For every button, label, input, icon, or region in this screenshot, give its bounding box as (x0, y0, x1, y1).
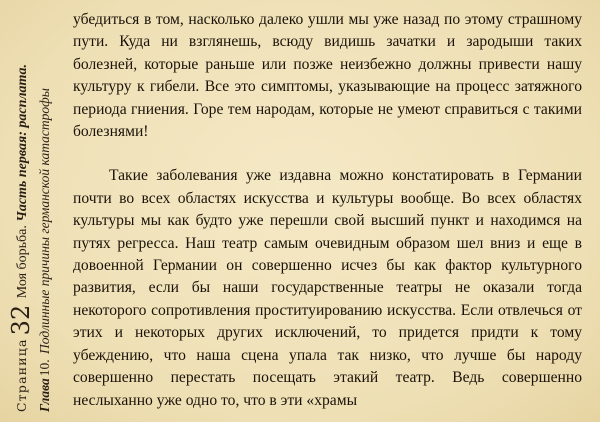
work-title: Моя борьба. (15, 225, 30, 299)
body-text (73, 9, 582, 412)
chapter-number: 10. (37, 359, 52, 377)
page-number: 32 (7, 304, 35, 336)
chapter-title: Подлинные причины германской катастрофы (37, 88, 52, 354)
side-header-line-2 (34, 17, 56, 412)
paragraph: убедиться в том, насколько далеко ушли мы уже назад по этому страшному пути. Куда ни взглянешь, всюду видишь зачатки и зародыши таких болезней, которые раньше или позже неизбежно должны привести нашу культуру к гибели. Все это симптомы, указывающие на процесс затяжного периода гниения. Горе тем народам, которые не умеют справиться с такими болезнями! (73, 11, 582, 141)
side-header-line-1 (7, 17, 35, 412)
page-label: Страница (14, 338, 29, 412)
part-title: Часть первая: расплата. (15, 64, 30, 222)
side-running-header (8, 17, 62, 412)
chapter-label: Глава (37, 378, 52, 412)
paragraph: Такие заболевания уже издавна можно констатировать в Германии почти во всех областях искусства и культуры вообще. Во всех областях культуры мы как будто уже перешли свой высший пункт и находимся на путях регресса. Наш театр самым очевидным образом шел вниз и еще в довоенной Германии он совершенно исчез бы как фактор культурного развития, если бы наши государственные театры не оказали тогда некоторого сопротивления проституированию искусства. Если отвлечься от этих и некоторых других исключений, то придется придти к тому убеждению, что наша сцена упала так низко, что лучше бы народу совершенно перестать посещать этакий театр. Ведь совершенно неслыханно уже одно то, что в эти «храмы (73, 167, 582, 409)
